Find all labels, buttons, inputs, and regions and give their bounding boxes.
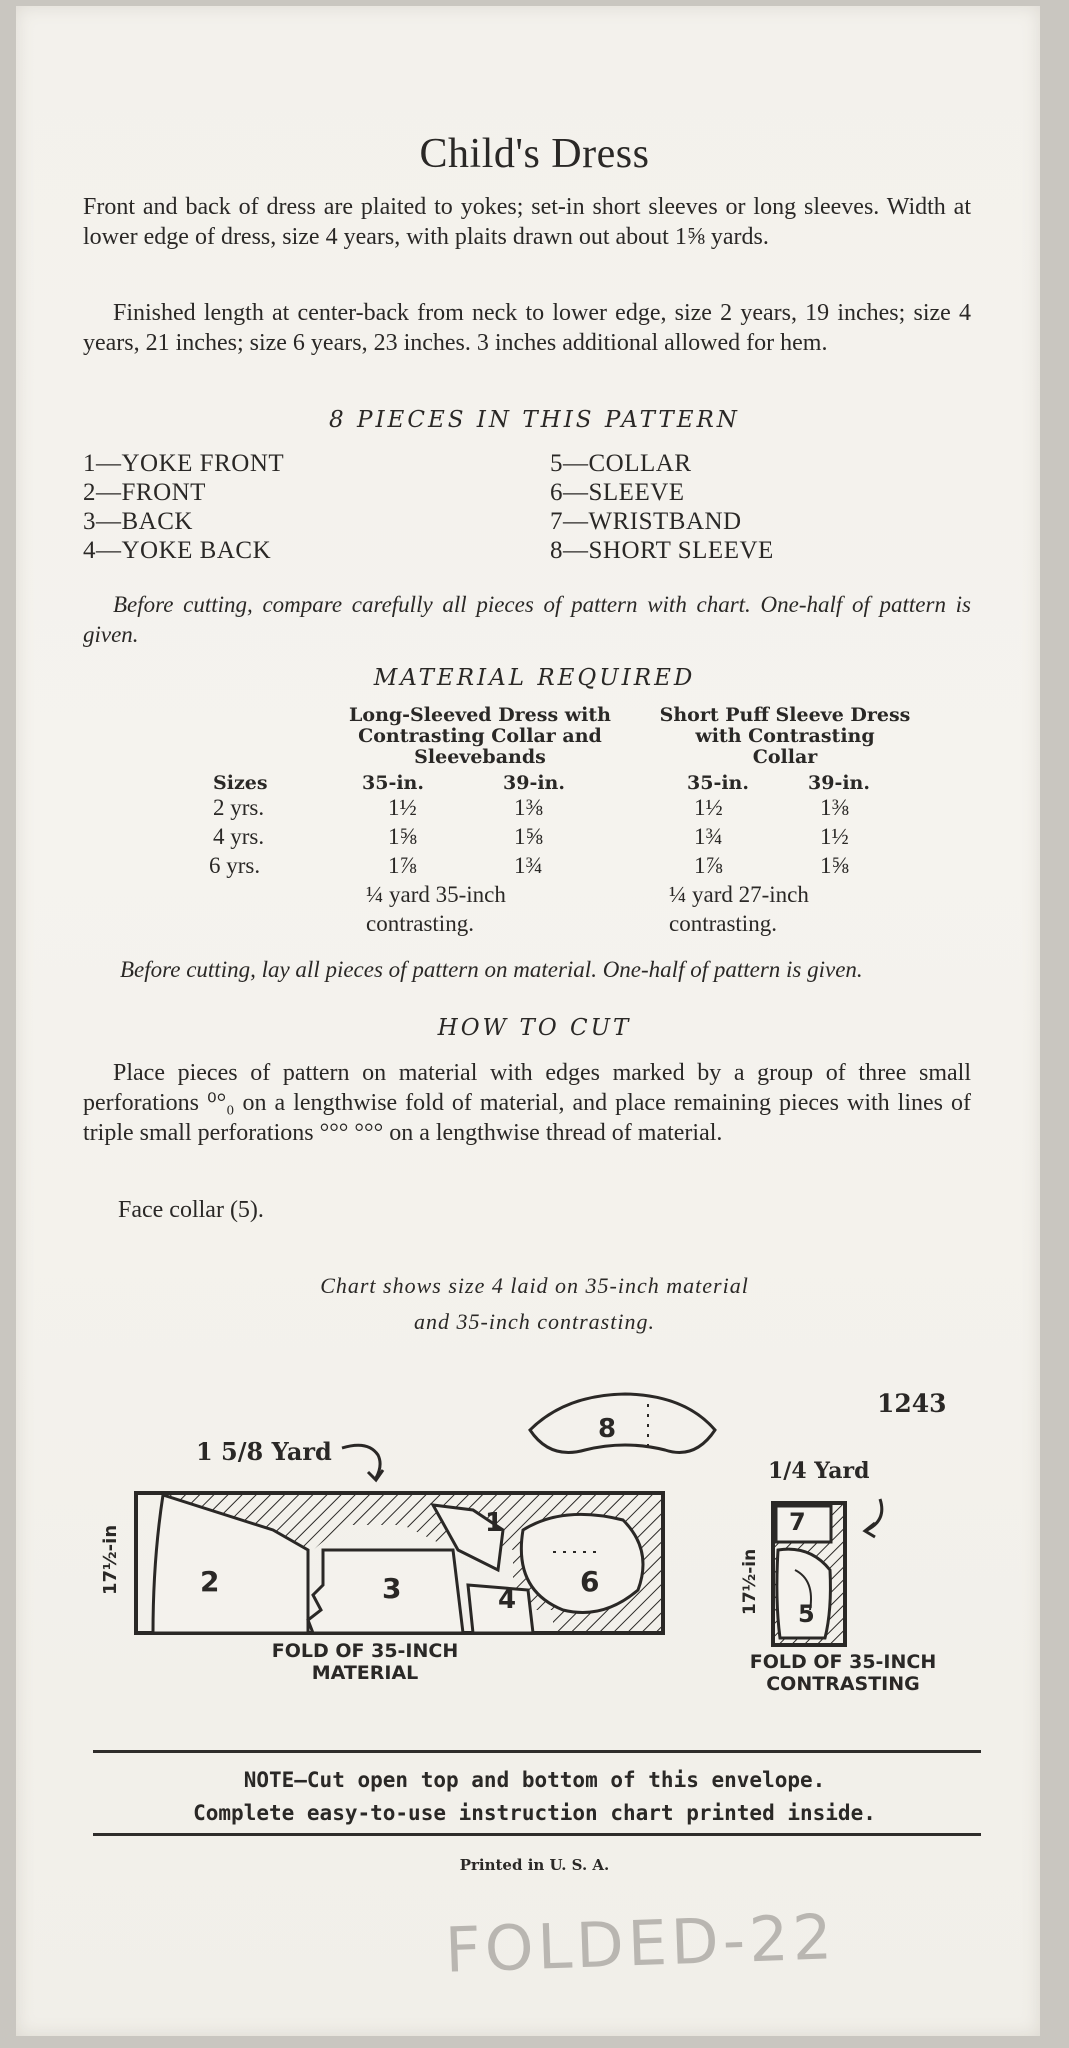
piece-number-6: 6 xyxy=(580,1565,600,1598)
header-line: Short Puff Sleeve Dress xyxy=(659,704,911,726)
yardage-cell: 1⅝ xyxy=(820,853,849,878)
col-35-label: 35-in. xyxy=(687,772,749,794)
fold-line: FOLD OF 35-INCH xyxy=(749,1651,937,1673)
main-yard-label: 1 5/8 Yard xyxy=(196,1437,332,1466)
caption-line: and 35-inch contrasting. xyxy=(414,1309,655,1334)
yardage-cell: 1¾ xyxy=(514,853,543,878)
pieces-heading: 8 PIECES IN THIS PATTERN xyxy=(329,407,740,433)
contrast-side-label: 17½-in xyxy=(740,1548,760,1615)
piece-item: 5—COLLAR xyxy=(550,450,692,477)
yardage-cell: 1⅝ xyxy=(388,824,417,849)
intro-paragraph-1: Front and back of dress are plaited to yokes; set-in short sleeves or long sleeves. Width at lower edge of dress, size 4 years, with plaits drawn out about 1⅝ yards. xyxy=(83,194,971,250)
piece-8-drawing xyxy=(525,1390,720,1465)
yardage-cell: 1⅜ xyxy=(820,795,849,820)
fold-line: MATERIAL xyxy=(311,1662,419,1684)
piece-number-1: 1 xyxy=(485,1508,504,1538)
piece-item: 7—WRISTBAND xyxy=(550,508,742,535)
main-fold-label xyxy=(205,1640,525,1684)
col-39-label: 39-in. xyxy=(503,772,565,794)
printed-in-usa: Printed in U. S. A. xyxy=(459,1856,610,1874)
piece-item: 6—SLEEVE xyxy=(550,479,685,506)
header-line: Sleevebands xyxy=(414,746,546,768)
before-cutting-lay: Before cutting, lay all pieces of pattern on material. One-half of pattern is given. xyxy=(120,957,863,982)
long-contrast-note xyxy=(366,880,506,938)
contrast-line: contrasting. xyxy=(669,911,777,936)
note-line: Complete easy-to-use instruction chart printed inside. xyxy=(193,1801,876,1825)
col-35-label: 35-in. xyxy=(362,772,424,794)
piece-number-5: 5 xyxy=(798,1600,815,1628)
how-to-cut-paragraph: Place pieces of pattern on material with edges marked by a group of three small perforations ⁰°₀ on a lengthwise fold of material, and place remaining pieces with lines of triple small perforations °°° °°° on a lengthwise thread of material. xyxy=(83,1060,971,1146)
intro-paragraph-2: Finished length at center-back from neck to lower edge, size 2 years, 19 inches; size 4 years, 21 inches; size 6 years, 23 inches. 3 inches additional allowed for hem. xyxy=(83,300,971,356)
piece-item: 3—BACK xyxy=(83,508,193,535)
piece-item: 4—YOKE BACK xyxy=(83,537,272,564)
face-collar-text: Face collar (5). xyxy=(118,1197,264,1223)
arrow-down-icon xyxy=(338,1440,388,1485)
short-contrast-note xyxy=(669,880,809,938)
before-cutting-compare: Before cutting, compare carefully all pieces of pattern with chart. One-half of pattern is given. xyxy=(83,592,971,647)
contrast-line: contrasting. xyxy=(366,911,474,936)
size-cell: 6 yrs. xyxy=(209,853,261,878)
how-to-cut-heading: HOW TO CUT xyxy=(437,1015,632,1041)
material-heading: MATERIAL REQUIRED xyxy=(373,665,696,691)
contrast-fold-label xyxy=(728,1651,958,1695)
yardage-cell: 1½ xyxy=(820,824,849,849)
note-line: NOTE—Cut open top and bottom of this envelope. xyxy=(243,1768,826,1792)
col-39-label: 39-in. xyxy=(808,772,870,794)
long-dress-header xyxy=(330,705,630,768)
piece-number-8: 8 xyxy=(598,1414,617,1444)
piece-item: 8—SHORT SLEEVE xyxy=(550,537,774,564)
fold-line: FOLD OF 35-INCH xyxy=(271,1640,459,1662)
piece-number-3: 3 xyxy=(382,1572,402,1605)
yardage-cell: 1⅝ xyxy=(514,824,543,849)
size-cell: 2 yrs. xyxy=(213,795,265,820)
sizes-label: Sizes xyxy=(213,772,268,794)
size-cell: 4 yrs. xyxy=(213,824,265,849)
yardage-cell: 1¾ xyxy=(694,824,723,849)
piece-number-7: 7 xyxy=(789,1508,806,1536)
contrast-yard-label: 1/4 Yard xyxy=(768,1458,870,1484)
piece-item: 1—YOKE FRONT xyxy=(83,450,285,477)
main-side-label: 17½-in xyxy=(100,1524,121,1595)
pattern-number: 1243 xyxy=(877,1389,947,1418)
page-title: Child's Dress xyxy=(419,131,650,177)
header-line: Long-Sleeved Dress with xyxy=(349,704,611,726)
yardage-cell: 1⅞ xyxy=(388,853,417,878)
header-line: Collar xyxy=(752,746,818,768)
piece-number-4: 4 xyxy=(498,1585,517,1615)
envelope-note xyxy=(0,1764,1069,1830)
piece-item: 2—FRONT xyxy=(83,479,206,506)
caption-line: Chart shows size 4 laid on 35-inch material xyxy=(320,1273,749,1298)
header-line: with Contrasting xyxy=(695,725,875,747)
arrow-left-icon xyxy=(855,1495,890,1540)
yardage-cell: 1⅞ xyxy=(694,853,723,878)
yardage-cell: 1½ xyxy=(388,795,417,820)
yardage-cell: 1½ xyxy=(694,795,723,820)
header-line: Contrasting Collar and xyxy=(358,725,602,747)
note-bottom-rule xyxy=(93,1833,981,1836)
contrast-line: ¼ yard 27-inch xyxy=(669,882,809,907)
folded-stamp: FOLDED-22 xyxy=(443,1900,838,1987)
piece-number-2: 2 xyxy=(200,1565,220,1598)
fold-line: CONTRASTING xyxy=(766,1673,920,1695)
chart-caption xyxy=(0,1268,1069,1340)
short-dress-header xyxy=(635,705,935,768)
yardage-cell: 1⅜ xyxy=(514,795,543,820)
note-top-rule xyxy=(93,1750,981,1753)
contrast-line: ¼ yard 35-inch xyxy=(366,882,506,907)
